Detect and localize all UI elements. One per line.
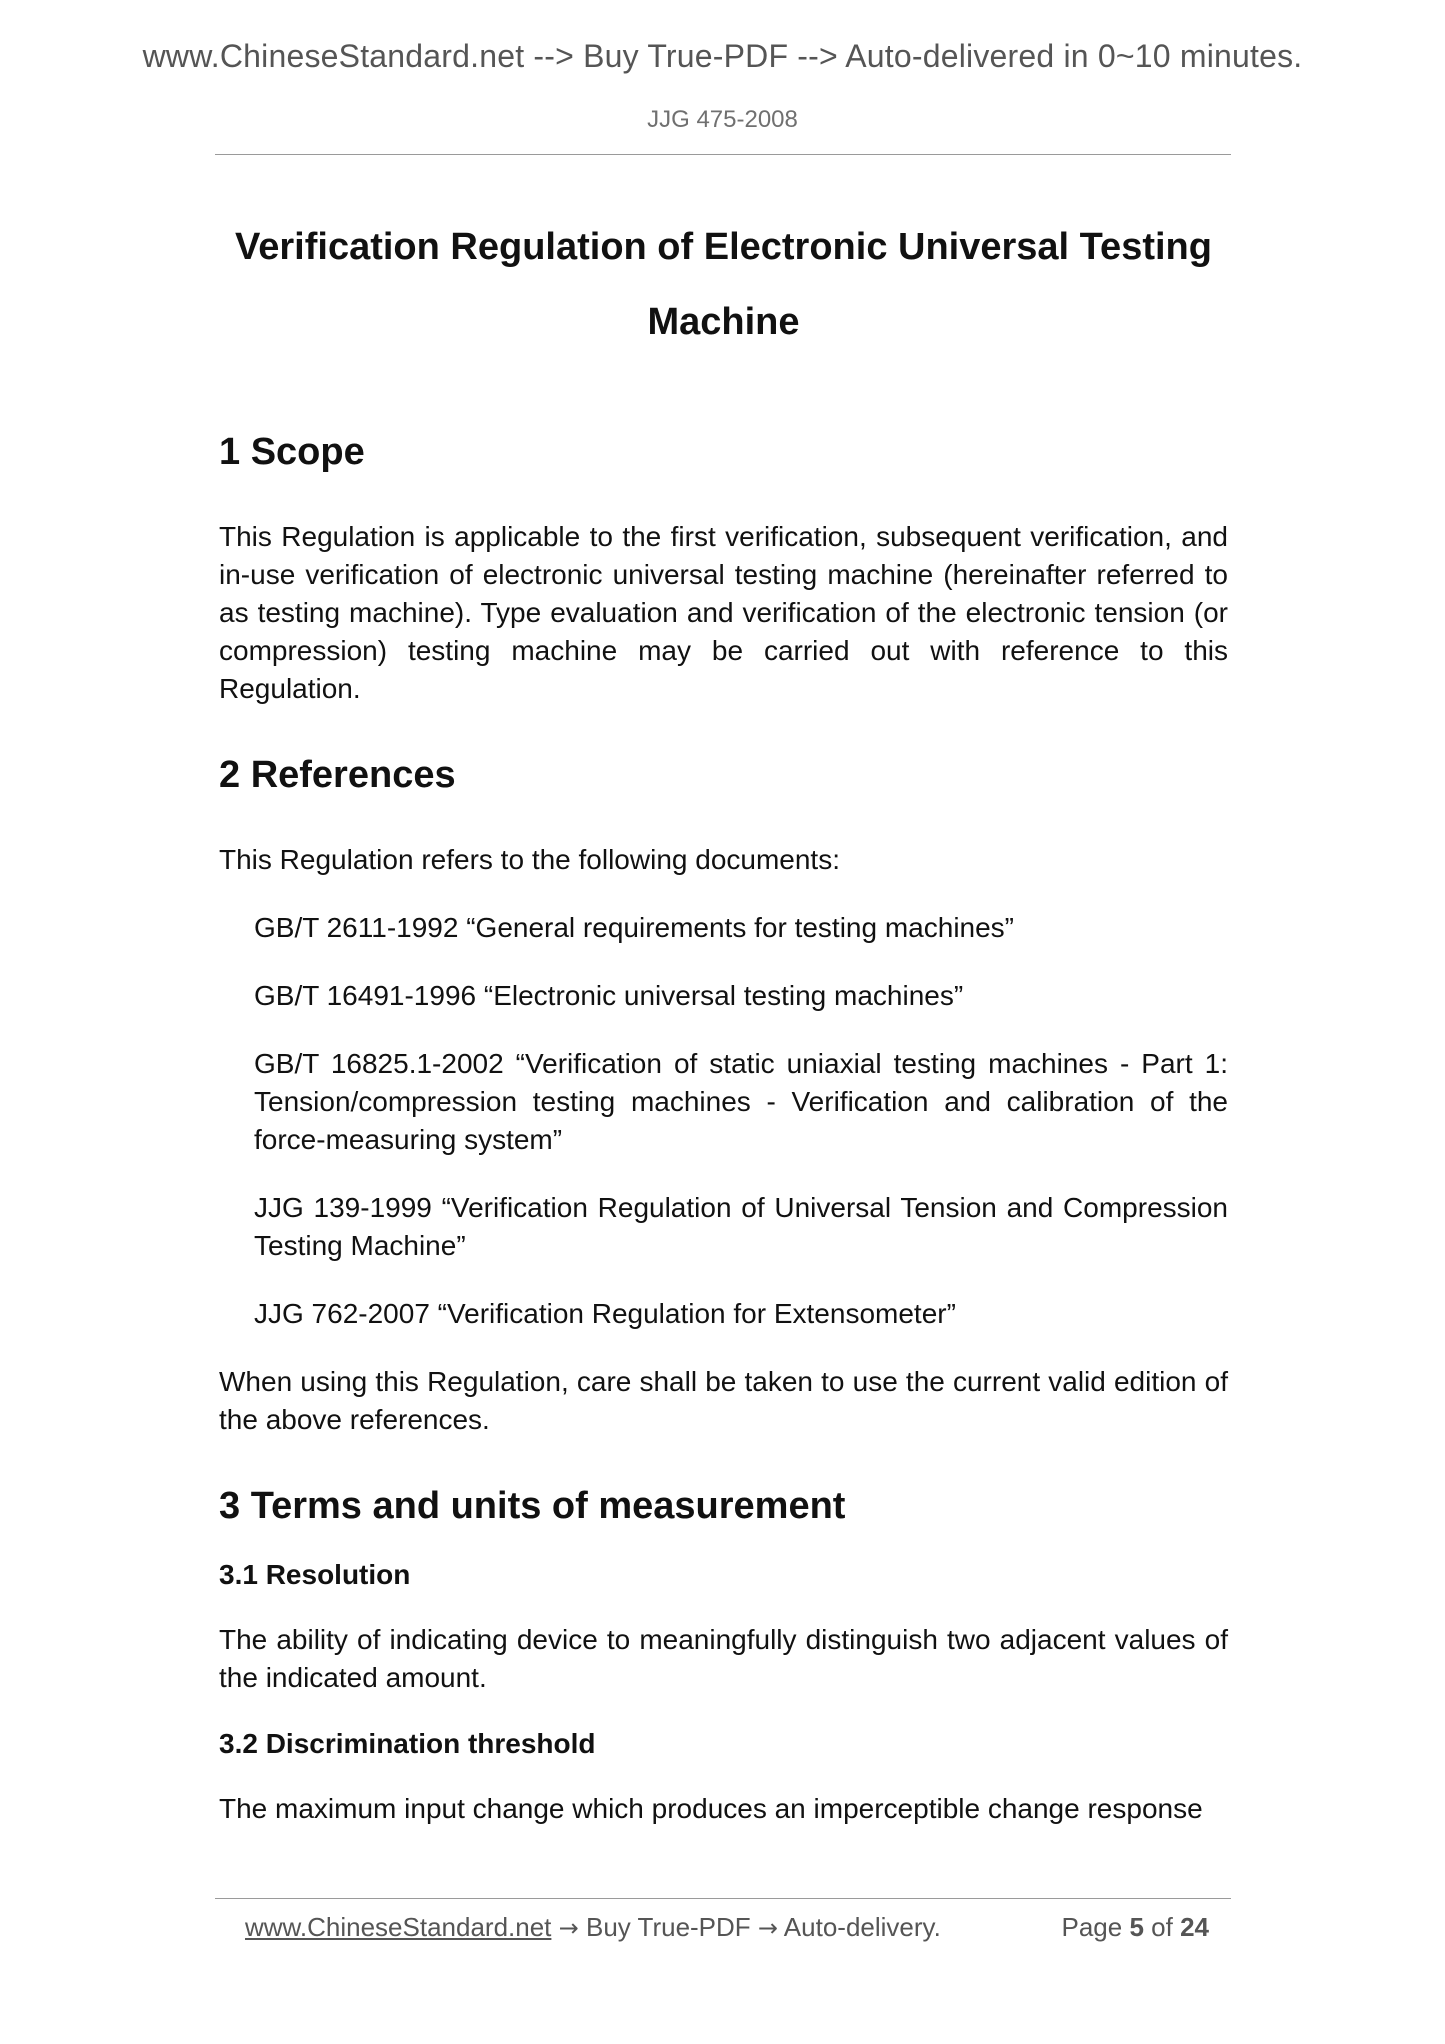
page-label: Page xyxy=(1061,1912,1123,1942)
page-content xyxy=(219,210,1228,1828)
page-indicator xyxy=(1061,1912,1209,1943)
document-title xyxy=(219,210,1228,360)
document-title-line-1: Verification Regulation of Electronic Universal Testing xyxy=(235,226,1212,268)
subsection-3-2-heading: 3.2 Discrimination threshold xyxy=(219,1728,596,1759)
right-arrow-icon: → xyxy=(757,1914,779,1942)
document-code: JJG 475-2008 xyxy=(647,106,798,133)
section-2-heading: 2 References xyxy=(219,754,456,796)
page-footer xyxy=(215,1898,1231,1948)
top-banner: www.ChineseStandard.net --> Buy True-PDF --> Auto-delivered in 0~10 minutes. xyxy=(142,38,1303,74)
reference-item: GB/T 16825.1-2002 “Verification of static uniaxial testing machines - Part 1: Tension/compression testing machines - Verification and calibration of the force-measuring system” xyxy=(254,1048,1228,1155)
section-2-closing: When using this Regulation, care shall be taken to use the current valid edition of the above references. xyxy=(219,1366,1228,1435)
footer-website-link[interactable]: www.ChineseStandard.net xyxy=(245,1912,552,1942)
footer-delivery-text: Auto-delivery. xyxy=(778,1912,941,1942)
document-title-line-2: Machine xyxy=(647,301,800,343)
subsection-3-1-paragraph: The ability of indicating device to meaningfully distinguish two adjacent values of the indicated amount. xyxy=(219,1624,1228,1693)
header-divider xyxy=(215,154,1231,155)
current-page-number: 5 xyxy=(1129,1912,1144,1942)
section-1-paragraph: This Regulation is applicable to the first verification, subsequent verification, and in-use verification of electronic universal testing machine (hereinafter referred to as testing machine). Type evaluation and verification of the electronic tension (or compression) testing machine may be carried out with reference to this Regulation. xyxy=(219,521,1228,704)
reference-item: GB/T 2611-1992 “General requirements for testing machines” xyxy=(254,912,1015,943)
footer-buy-text: Buy True-PDF xyxy=(578,1912,758,1942)
section-3-heading: 3 Terms and units of measurement xyxy=(219,1485,846,1527)
subsection-3-1-heading: 3.1 Resolution xyxy=(219,1559,411,1590)
subsection-3-2-paragraph: The maximum input change which produces an imperceptible change response xyxy=(219,1793,1203,1824)
page-of-label: of xyxy=(1151,1912,1173,1942)
section-2-intro: This Regulation refers to the following documents: xyxy=(219,844,840,875)
reference-item: JJG 139-1999 “Verification Regulation of Universal Tension and Compression Testing Machine” xyxy=(254,1192,1228,1261)
reference-item: GB/T 16491-1996 “Electronic universal testing machines” xyxy=(254,980,964,1011)
right-arrow-icon: → xyxy=(558,1914,579,1942)
reference-item: JJG 762-2007 “Verification Regulation for Extensometer” xyxy=(254,1298,956,1329)
total-page-count: 24 xyxy=(1180,1912,1209,1942)
section-1-heading: 1 Scope xyxy=(219,431,365,473)
footer-promo xyxy=(245,1912,941,1943)
